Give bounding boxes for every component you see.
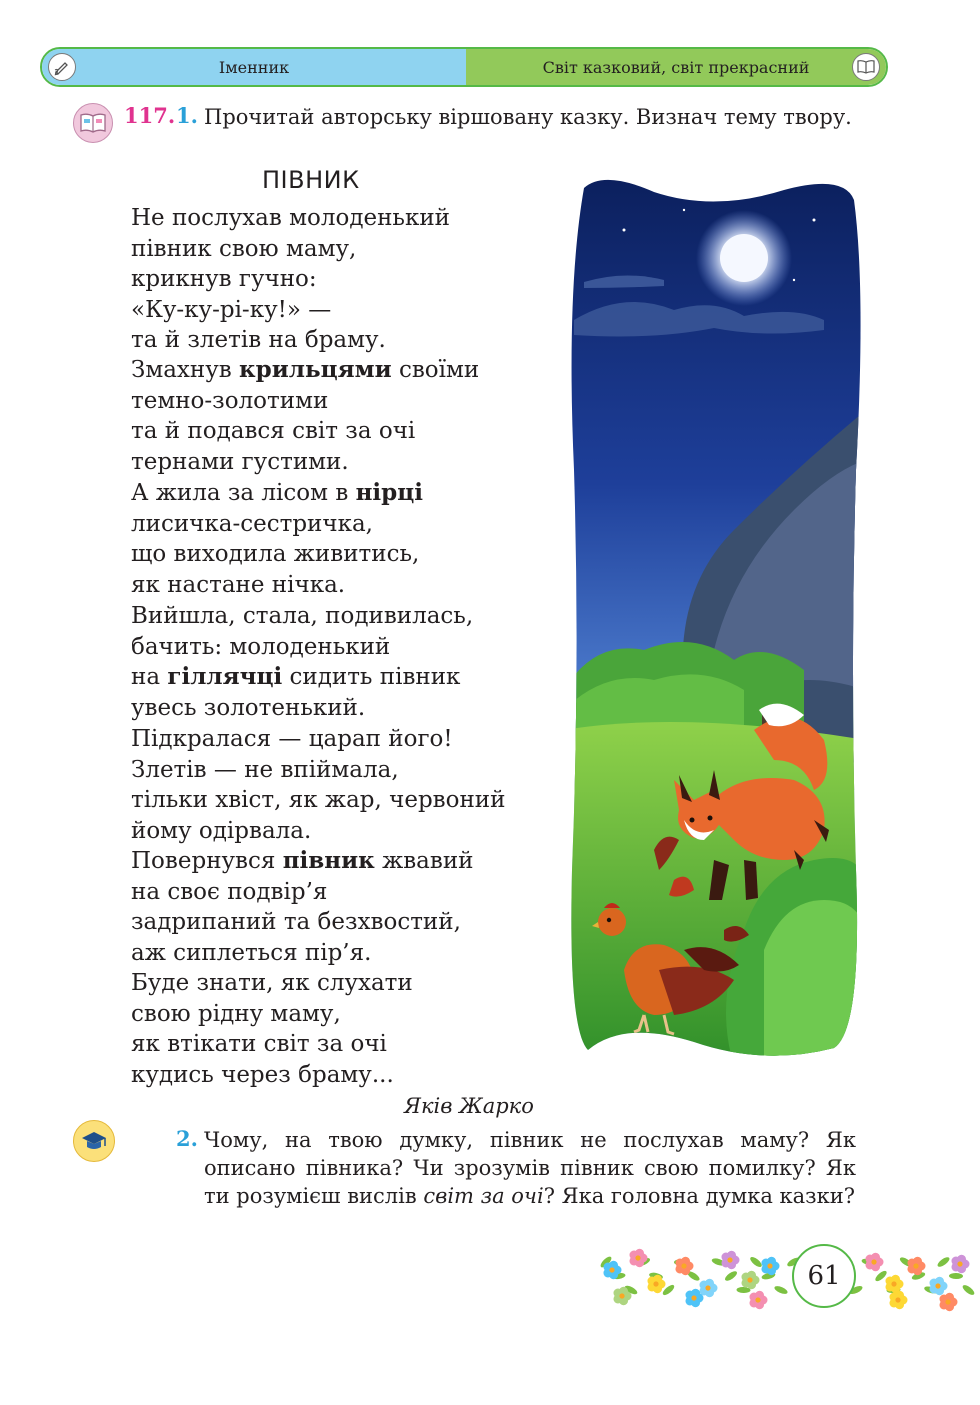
- poem-line-text: півник свою маму,: [131, 235, 357, 262]
- poem-line-text: жвавий: [374, 848, 474, 874]
- flower-center: [691, 1295, 696, 1300]
- poem-line-text: бачить: молоденький: [131, 633, 391, 660]
- flower-center: [619, 1293, 624, 1298]
- poem-stanza: [131, 601, 473, 723]
- poem-line: [131, 601, 473, 632]
- poem-line-text: на: [131, 664, 168, 690]
- poem-line: [131, 234, 450, 265]
- poem-stanza: [131, 846, 474, 968]
- header-section-label: Іменник: [218, 57, 290, 77]
- poem-line-text: Повернувся: [131, 848, 283, 874]
- poem-line-text: лисичка-сестричка,: [131, 510, 373, 537]
- leaf: [724, 1270, 739, 1283]
- poem-line-text: Буде знати, як слухати: [131, 970, 413, 996]
- page-number: 61: [807, 1261, 841, 1291]
- poem-line: [131, 539, 423, 570]
- leaf: [773, 1285, 788, 1296]
- flower-garland: [598, 1240, 980, 1312]
- poem-line: [131, 509, 423, 540]
- flower-center: [767, 1263, 772, 1268]
- poem-line: [131, 1060, 413, 1091]
- poem-line-text: та й подався світ за очі: [131, 418, 416, 444]
- task-number: 117.: [124, 103, 176, 128]
- poem-line-text: задрипаний та безхвостий,: [131, 909, 461, 935]
- poem-line: [131, 386, 479, 417]
- question-text: [204, 1126, 856, 1210]
- running-header: [40, 47, 888, 87]
- question-text-part: Чому, на твою думку, півник не послухав маму? Як описано півника? Чи зрозумів півник свою помилку? Як ти розумієш вислів: [204, 1128, 856, 1208]
- question-text-end: ? Яка головна думка казки?: [543, 1184, 855, 1208]
- poem-line: [131, 907, 474, 938]
- flower-center: [945, 1299, 950, 1304]
- poem-author: Яків Жарко: [404, 1094, 534, 1118]
- poem-line: [131, 877, 474, 908]
- poem-stanza: [131, 968, 413, 1090]
- poem-line-text: крикнув гучно:: [131, 266, 317, 292]
- header-chapter: [466, 49, 886, 85]
- poem-line-text: аж сиплеться пір’я.: [131, 939, 372, 966]
- poem-line: [131, 632, 473, 663]
- task-instruction: Прочитай авторську віршовану казку. Визнач тему твору.: [204, 105, 852, 129]
- poem-stanza: [131, 724, 505, 846]
- poem-stanza: [131, 478, 423, 600]
- flower-center: [635, 1255, 640, 1260]
- poem-line-text: що виходила живитись,: [131, 541, 420, 567]
- graduation-cap-icon: [73, 1120, 115, 1162]
- flower-center: [747, 1277, 752, 1282]
- flower-center: [705, 1285, 710, 1290]
- poem-line-text: увесь золотенький.: [131, 694, 366, 721]
- flower-center: [871, 1259, 876, 1264]
- header-section: [42, 49, 466, 85]
- poem-line-text: на своє подвір’я: [131, 878, 328, 905]
- page-number-badge: [792, 1244, 856, 1308]
- poem-line: [131, 295, 450, 326]
- poem-line-text: Злетів — не впіймала,: [131, 756, 399, 783]
- poem-line-text: темно-золотими: [131, 387, 329, 414]
- poem-highlighted-word: гіллячці: [167, 663, 283, 690]
- poem-line: [131, 724, 505, 755]
- poem-line-text: кудись через браму...: [131, 1061, 394, 1088]
- poem-line-text: йому одірвала.: [131, 817, 312, 844]
- poem-line: [131, 570, 423, 601]
- poem-line-text: сидить півник: [282, 664, 461, 690]
- flower-center: [895, 1297, 900, 1302]
- leaf: [949, 1273, 963, 1279]
- flower-center: [913, 1263, 918, 1268]
- poem-line-text: свою рідну маму,: [131, 1000, 341, 1027]
- fox-and-rooster-illustration: [564, 170, 866, 1066]
- poem-line-text: як втікати світ за очі: [131, 1031, 387, 1057]
- poem-line: [131, 785, 505, 816]
- flower-center: [609, 1267, 614, 1272]
- poem-line: [131, 968, 413, 999]
- flower-center: [957, 1261, 962, 1266]
- flower-center: [653, 1281, 658, 1286]
- flower-center: [755, 1297, 760, 1302]
- poem-title: ПІВНИК: [262, 166, 360, 194]
- poem-line: [131, 999, 413, 1030]
- poem-line-text: тільки хвіст, як жар, червоний: [131, 787, 506, 813]
- poem-line-text: як настане нічка.: [131, 571, 346, 598]
- poem-line: [131, 693, 473, 724]
- poem-line: [131, 447, 479, 478]
- poem-line-text: тернами густими.: [131, 448, 349, 475]
- poem-highlighted-word: півник: [282, 847, 375, 874]
- poem-line: [131, 816, 505, 847]
- poem-line: [131, 203, 450, 234]
- pen-icon: [48, 53, 76, 81]
- leaf: [961, 1283, 976, 1296]
- leaf: [749, 1255, 764, 1268]
- poem-line: [131, 416, 479, 447]
- poem-line-text: Змахнув: [131, 357, 240, 383]
- open-book-icon: [852, 53, 880, 81]
- question-phrase: світ за очі: [423, 1184, 544, 1208]
- poem-line: [131, 938, 474, 969]
- poem-highlighted-word: нірці: [355, 479, 423, 506]
- poem-line: [131, 478, 423, 509]
- reading-book-icon: [73, 103, 113, 143]
- flower-center: [681, 1263, 686, 1268]
- poem-line-text: своїми: [391, 357, 480, 383]
- poem-line-text: та й злетів на браму.: [131, 327, 386, 353]
- poem-line-text: Вийшла, стала, подивилась,: [131, 603, 474, 629]
- task-sub-number: 1.: [176, 103, 198, 128]
- poem-stanza: [131, 203, 450, 356]
- poem-line-text: «Ку-ку-рі-ку!» —: [131, 296, 332, 323]
- poem-line: [131, 1029, 413, 1060]
- poem-line: [131, 755, 505, 786]
- flower-center: [891, 1281, 896, 1286]
- poem-line: [131, 662, 473, 693]
- header-chapter-label: Світ казковий, світ прекрасний: [542, 57, 810, 77]
- poem-line: [131, 325, 450, 356]
- poem-line-text: А жила за лісом в: [131, 480, 356, 506]
- question-number: 2.: [176, 1126, 198, 1151]
- poem-line: [131, 846, 474, 877]
- leaf: [936, 1255, 951, 1268]
- flower-center: [935, 1283, 940, 1288]
- poem-highlighted-word: крильцями: [239, 356, 392, 383]
- poem-line-text: Підкралася — царап його!: [131, 726, 453, 752]
- poem-line: [131, 355, 479, 386]
- flower-center: [727, 1257, 732, 1262]
- poem-line-text: Не послухав молоденький: [131, 205, 450, 231]
- poem-line: [131, 264, 450, 295]
- poem-stanza: [131, 355, 479, 477]
